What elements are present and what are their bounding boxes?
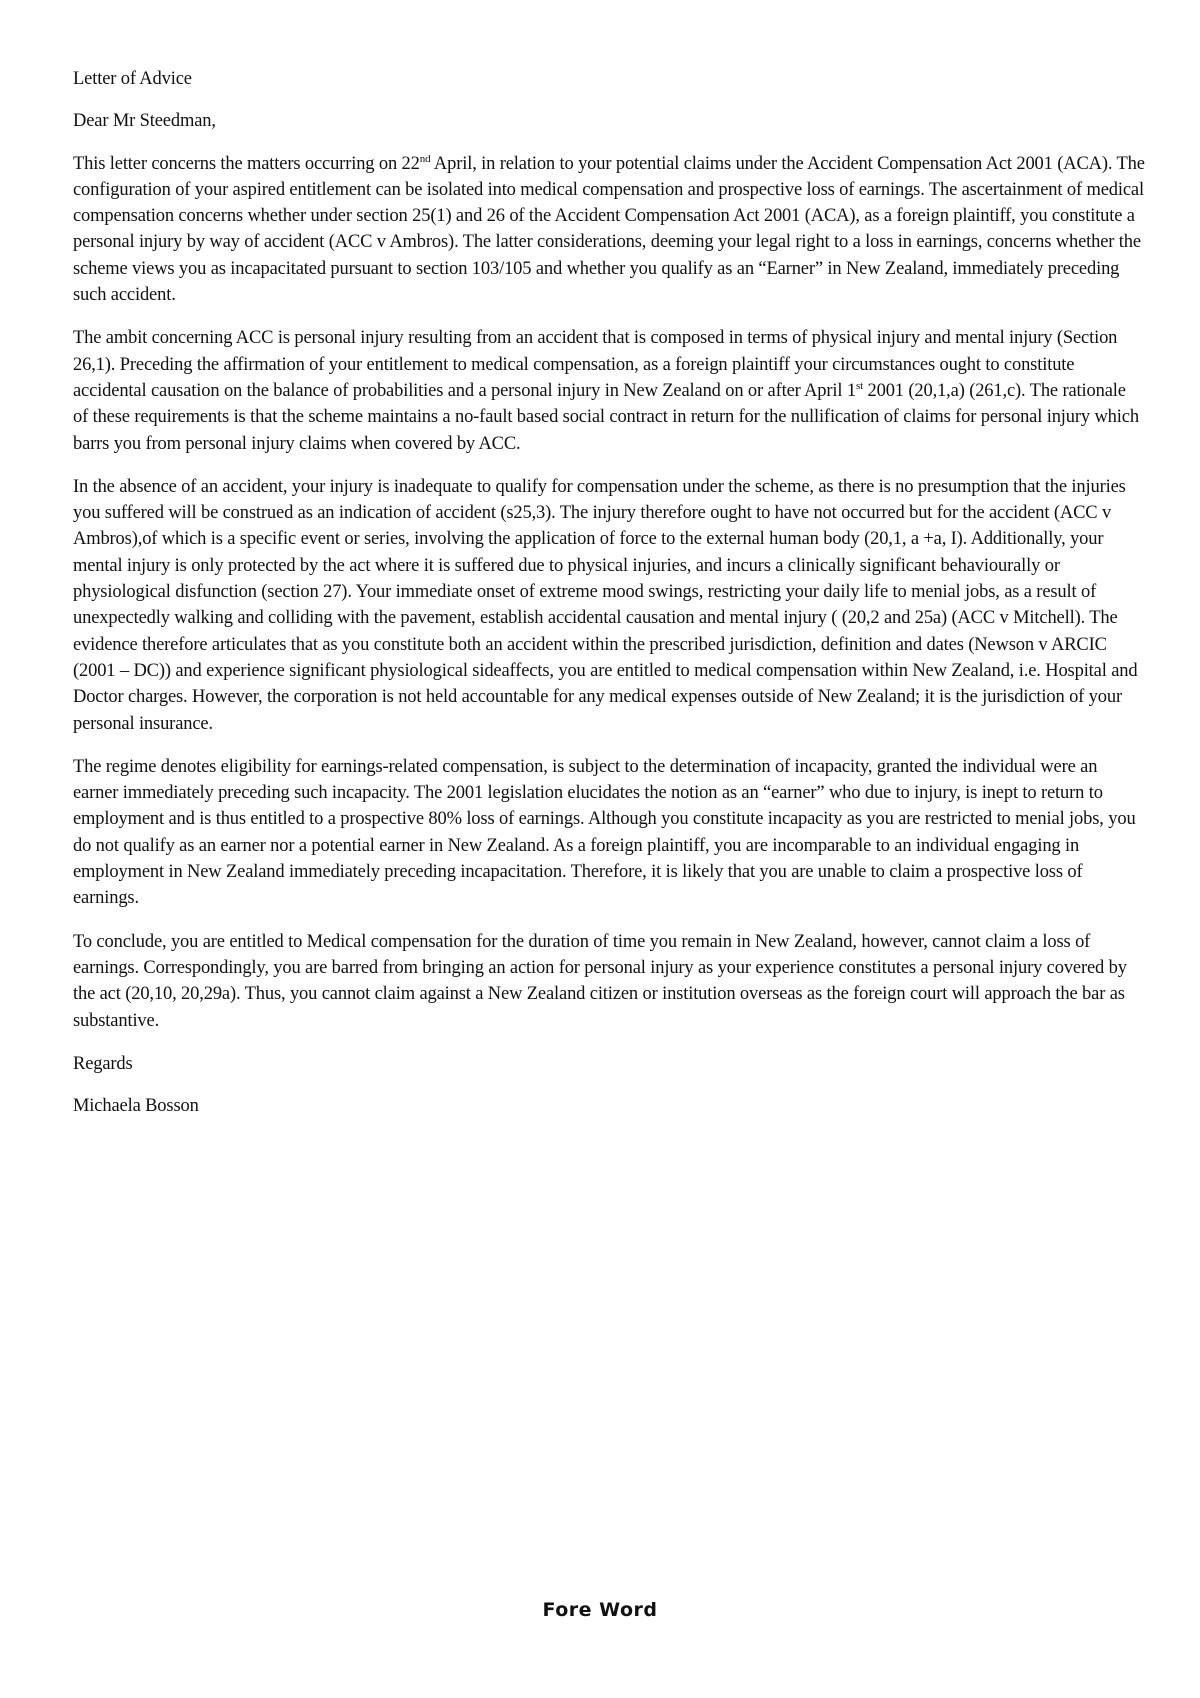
paragraph-introduction-part2: April, in relation to your potential claims under the Accident Compensation Act 2001 (ACA). The configuration of your aspired entitlement can be isolated into medical compensation and prospective loss of earnings. The ascertainment of medical compensation concerns whether under section 25(1) and 26 of the Accident Compensation Act 2001 (ACA), as a foreign plaintiff, you constitute a personal injury by way of accident (ACC v Ambros). The latter considerations, deeming your legal right to a loss in earnings, concerns whether the scheme views you as incapacitated pursuant to section 103/105 and whether you qualify as an “Earner” in New Zealand, immediately preceding such accident. — [73, 153, 1145, 306]
date-ordinal-suffix: nd — [419, 152, 431, 165]
paragraph-acc-ambit-part1: The ambit concerning ACC is personal injury resulting from an accident that is composed in terms of physical injury and mental injury (Section 26,1). Preceding the affirmation of your entitlement to medical compensation, as a foreign plaintiff your circumstances ought to constitute accidental causation on the balance of probabilities and a personal injury in New Zealand on or after April 1 — [73, 328, 1118, 401]
paragraph-accident-analysis: In the absence of an accident, your injury is inadequate to qualify for compensation under the scheme, as there is no presumption that the injuries you suffered will be construed as an indication of accident (s25,3). The injury therefore ought to have not occurred but for the accident (ACC v Ambros),of which is a specific event or series, involving the application of force to the external human body (20,1, a +a, I). Additionally, your mental injury is only protected by the act where it is suffered due to physical injuries, and incurs a clinically significant behaviourally or physiological disfunction (section 27). Your immediate onset of extreme mood swings, restricting your daily life to menial jobs, as a result of unexpectedly walking and colliding with the pavement, establish accidental causation and mental injury ( (20,2 and 25a) (ACC v Mitchell). The evidence therefore articulates that as you constitute both an accident within the prescribed jurisdiction, definition and dates (Newson v ARCIC (2001 – DC)) and experience significant physiological sideaffects, you are entitled to medical compensation within New Zealand, i.e. Hospital and Doctor charges. However, the corporation is not held accountable for any medical expenses outside of New Zealand; it is the jurisdiction of your personal insurance. — [73, 476, 1138, 734]
letter-salutation: Dear Mr Steedman, — [73, 111, 216, 132]
footer-label: Fore Word — [542, 1599, 658, 1621]
date-ordinal-suffix: st — [855, 379, 864, 392]
paragraph-introduction-part1: This letter concerns the matters occurring on 22 — [73, 153, 420, 174]
paragraph-conclusion: To conclude, you are entitled to Medical compensation for the duration of time you remain in New Zealand, however, cannot claim a loss of earnings. Correspondingly, you are barred from bringing an action for personal injury as your experience constitutes a personal injury covered by the act (20,10, 20,29a). Thus, you cannot claim against a New Zealand citizen or institution overseas as the foreign court will approach the bar as substantive. — [73, 931, 1127, 1031]
letter-closing: Regards — [73, 1053, 133, 1074]
letter-body — [73, 66, 1145, 1135]
paragraph-acc-ambit — [73, 325, 1145, 456]
paragraph-introduction — [73, 151, 1145, 309]
letter-title: Letter of Advice — [73, 69, 192, 89]
letter-signature: Michaela Bosson — [73, 1096, 199, 1117]
paragraph-earnings-compensation: The regime denotes eligibility for earnings-related compensation, is subject to the determination of incapacity, granted the individual were an earner immediately preceding such incapacity. The 2001 legislation elucidates the notion as an “earner” who due to injury, is inept to return to employment and is thus entitled to a prospective 80% loss of earnings. Although you constitute incapacity as you are restricted to menial jobs, you do not qualify as an earner nor a potential earner in New Zealand. As a foreign plaintiff, you are incomparable to an individual engaging in employment in New Zealand immediately preceding incapacitation. Therefore, it is likely that you are unable to claim a prospective loss of earnings. — [73, 756, 1136, 909]
paragraph-acc-ambit-part2: 2001 (20,1,a) (261,c). The rationale of these requirements is that the scheme maintains a no-fault based social contract in return for the nullification of claims for personal injury which barrs you from personal injury claims when covered by ACC. — [73, 380, 1139, 454]
